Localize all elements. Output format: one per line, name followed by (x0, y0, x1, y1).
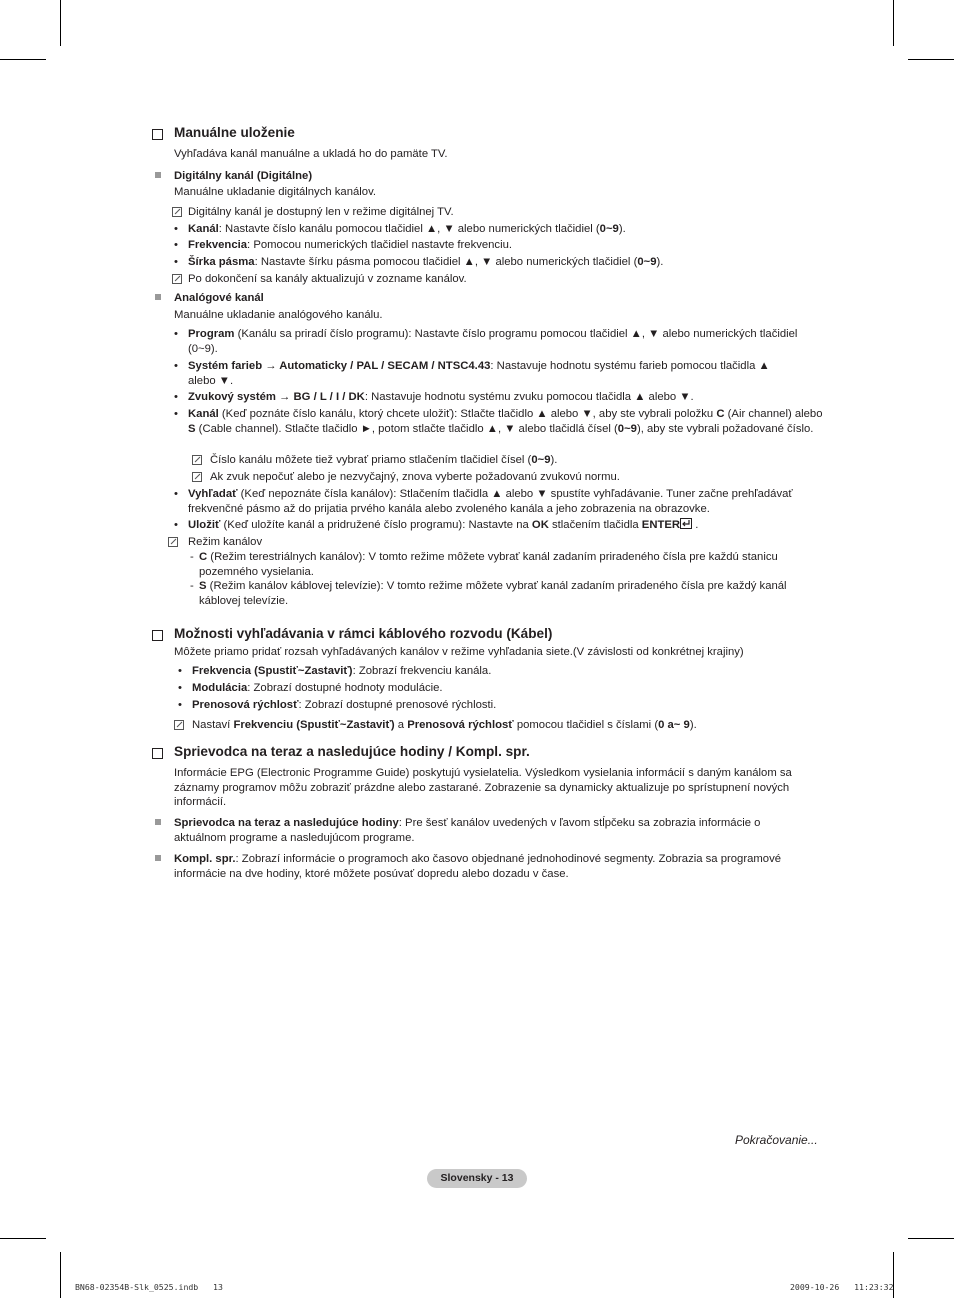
checkbox-bullet-icon (152, 630, 163, 641)
note-icon (172, 274, 182, 284)
list-item: • Šírka pásma: Nastavte šírku pásma pomocou tlačidiel ▲, ▼ alebo numerických tlačidiel (0~9). (188, 255, 663, 270)
dash-item: - S (Režim kanálov káblovej televízie): V tomto režime môžete vybrať kanál zadaním priradeného čísla pre každý kanál káblovej televízie. (190, 580, 787, 607)
section-title: Možnosti vyhľadávania v rámci káblového rozvodu (Kábel) (174, 626, 553, 641)
crop-mark (908, 1238, 954, 1239)
note-icon (192, 455, 202, 465)
file-info: BN68-02354B-Slk_0525.indb 13 (75, 1282, 223, 1292)
note-text: Režim kanálov (188, 536, 263, 548)
square-bullet-icon (155, 294, 161, 300)
crop-mark (908, 59, 954, 60)
crop-mark (60, 0, 61, 46)
square-bullet-icon (155, 855, 161, 861)
list-item: • Prenosová rýchlosť: Zobrazí dostupné prenosové rýchlosti. (192, 698, 496, 713)
crop-mark (0, 1238, 46, 1239)
subsection-text: Kompl. spr.: Zobrazí informácie o programoch ako časovo objednané jednohodinové segmenty. Zobrazia sa programové informácie na dve hodiny, ktoré môžete posúvať dopredu alebo dozadu v čase. (174, 853, 782, 880)
list-item: • Uložiť (Keď uložíte kanál a pridružené číslo programu): Nastavte na OK stlačením tlačidla ENTER . (188, 518, 698, 533)
square-bullet-icon (155, 172, 161, 178)
page-number-badge: Slovensky - 13 (427, 1169, 527, 1188)
list-item: • Kanál (Keď poznáte číslo kanálu, ktorý chcete uložiť): Stlačte tlačidlo ▲ alebo ▼, aby ste vybrali položku C (Air channel) alebo S (Cable channel). Stlačte tlačidlo ►, potom stlačte tlačidlo ▲, ▼ alebo tlačidlá čísel (0~9), aby ste vybrali požadované číslo. (188, 407, 828, 436)
list-item: • Frekvencia (Spustiť~Zastaviť): Zobrazí frekvenciu kanála. (192, 664, 491, 679)
print-date: 2009-10-26 11:23:32 (790, 1282, 894, 1292)
list-item: • Kanál: Nastavte číslo kanálu pomocou tlačidiel ▲, ▼ alebo numerických tlačidiel (0~9). (188, 222, 626, 237)
section-intro: Môžete priamo pridať rozsah vyhľadávaných kanálov v režime vyhľadania siete.(V závislosti od konkrétnej krajiny) (174, 646, 744, 658)
checkbox-bullet-icon (152, 748, 163, 759)
list-item: • Frekvencia: Pomocou numerických tlačidiel nastavte frekvenciu. (188, 238, 512, 253)
section-intro: Informácie EPG (Electronic Programme Guide) poskytujú vysielatelia. Výsledkom vysielania informácií s daným kanálom sa záznamy programov môžu zobraziť prázdne alebo zastarané. Zobrazenie sa dynamicky aktualizuje po sprístupnení nových informácií. (174, 767, 792, 809)
note-text: Číslo kanálu môžete tiež vybrať priamo stlačením tlačidiel čísel (0~9). (210, 454, 558, 466)
subsection-title: Digitálny kanál (Digitálne) (174, 170, 313, 182)
note-icon (174, 720, 184, 730)
subsection-text: Sprievodca na teraz a nasledujúce hodiny: Pre šesť kanálov uvedených v ľavom stĺpčeku sa zobrazia informácie o aktuálnom programe a nasledujúcom programe. (174, 817, 761, 844)
subsection-title: Analógové kanál (174, 292, 264, 304)
square-bullet-icon (155, 819, 161, 825)
list-item: • Program (Kanálu sa priradí číslo programu): Nastavte číslo programu pomocou tlačidiel ▲, ▼ alebo numerických tlačidiel (0~9). (188, 327, 828, 356)
crop-mark (0, 59, 46, 60)
note-icon (172, 207, 182, 217)
note-text: Digitálny kanál je dostupný len v režime digitálnej TV. (188, 206, 454, 218)
subsection-desc: Manuálne ukladanie analógového kanálu. (174, 309, 383, 321)
crop-mark (893, 0, 894, 46)
checkbox-bullet-icon (152, 129, 163, 140)
note-icon (168, 537, 178, 547)
note-icon (192, 472, 202, 482)
enter-icon (680, 518, 692, 529)
section-title: Manuálne uloženie (174, 125, 295, 140)
list-item: • Vyhľadať (Keď nepoznáte čísla kanálov): Stlačením tlačidla ▲ alebo ▼ spustíte vyhľadávanie. Tuner začne prehľadávať frekvenčné pásmo až do prijatia prvého kanála alebo zvoleného kanála a jeho zobrazenia na obrazovke. (188, 487, 828, 516)
continue-link: Pokračovanie... (735, 1133, 818, 1147)
note-text: Ak zvuk nepočuť alebo je nezvyčajný, znova vyberte požadovanú zvukovú normu. (210, 471, 620, 483)
dash-item: - C (Režim terestriálnych kanálov): V tomto režime môžete vybrať kanál zadaním priradeného čísla pre každú stanicu pozemného vysielania. (190, 551, 778, 578)
list-item: • Modulácia: Zobrazí dostupné hodnoty modulácie. (192, 681, 443, 696)
list-item: • Zvukový systém → BG / L / I / DK: Nastavuje hodnotu systému zvuku pomocou tlačidla ▲ alebo ▼. (188, 390, 694, 405)
section-title: Sprievodca na teraz a nasledujúce hodiny / Kompl. spr. (174, 744, 530, 759)
crop-mark (60, 1252, 61, 1298)
note-text: Nastaví Frekvenciu (Spustiť~Zastaviť) a Prenosová rýchlosť pomocou tlačidiel s číslami (0 a~ 9). (192, 719, 697, 731)
note-text: Po dokončení sa kanály aktualizujú v zozname kanálov. (188, 273, 467, 285)
subsection-desc: Manuálne ukladanie digitálnych kanálov. (174, 186, 377, 198)
section-intro: Vyhľadáva kanál manuálne a ukladá ho do pamäte TV. (174, 148, 448, 160)
list-item: • Systém farieb → Automaticky / PAL / SECAM / NTSC4.43: Nastavuje hodnotu systému farieb pomocou tlačidla ▲ alebo ▼. (188, 359, 798, 388)
